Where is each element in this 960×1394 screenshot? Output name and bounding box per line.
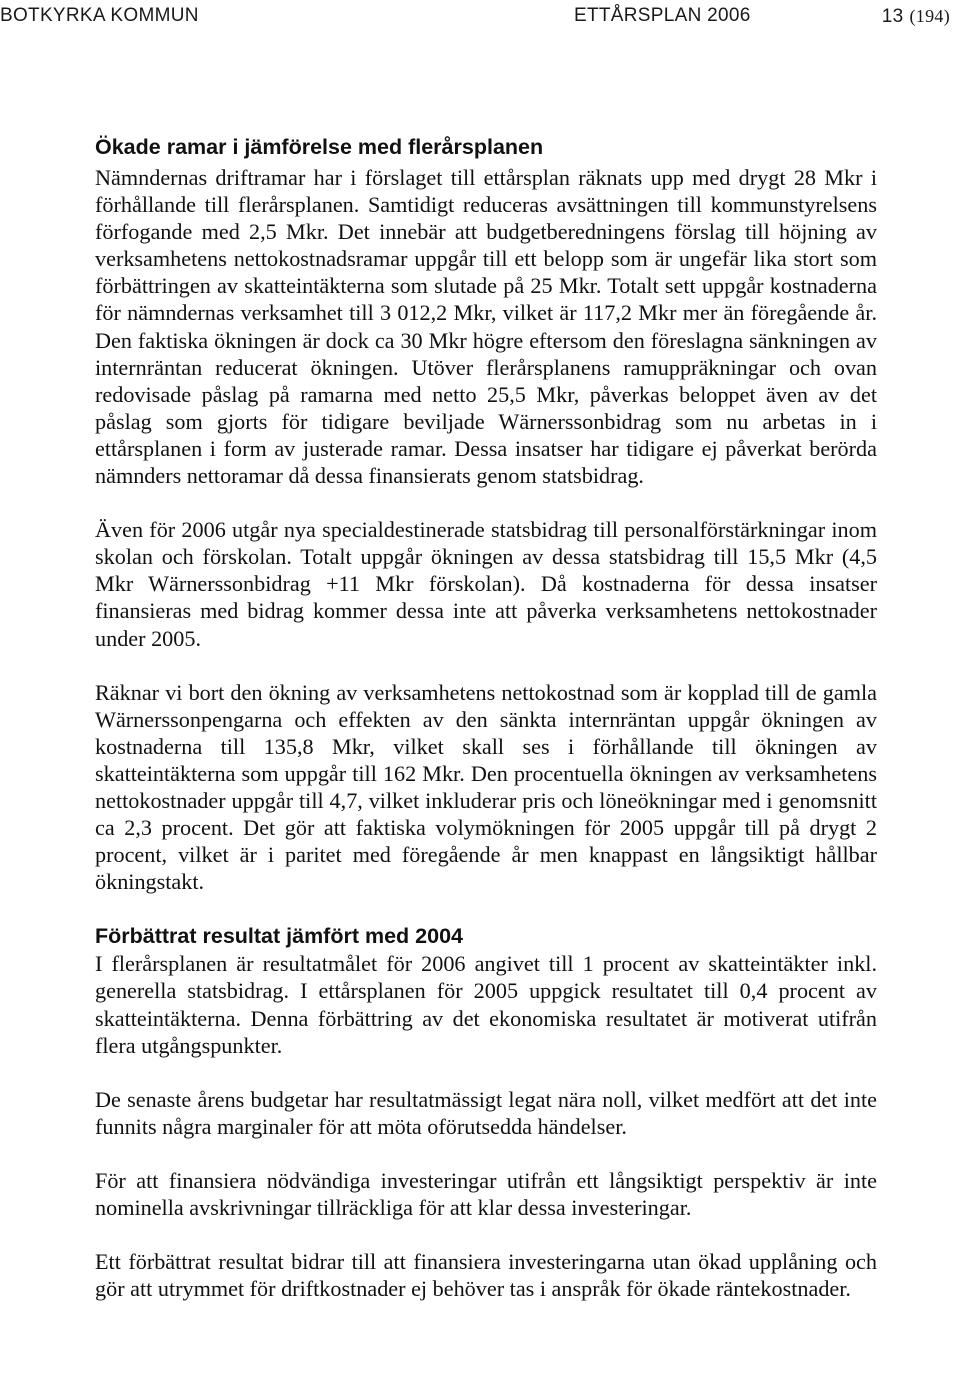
paragraph: Räknar vi bort den ökning av verksamhetens nettokostnad som är kopplad till de gamla Wärnerssonpengarna och effekten av den sänkta internräntan uppgår ökningen av kostnaderna till 135,8 Mkr, vilket skall ses i förhållande till ökningen av skatteintäkterna som uppgår till 162 Mkr. Den procentuella ökningen av verksamhetens nettokostnader uppgår till 4,7, vilket inkluderar pris och löneökningar med i genomsnitt ca 2,3 procent. Det gör att faktiska volymökningen för 2005 uppgår till på drygt 2 procent, vilket är i paritet med föregående år men knappast en långsiktigt hållbar ökningstakt. xyxy=(95,679,877,895)
paragraph: Även för 2006 utgår nya specialdestinerade statsbidrag till personalförstärkningar inom skolan och förskolan. Totalt uppgår ökningen av dessa statsbidrag till 15,5 Mkr (4,5 Mkr Wärnerssonbidrag +11 Mkr förskolan). Då kostnaderna för dessa insatser finansieras med bidrag kommer dessa inte att påverka verksamhetens nettokostnader under 2005. xyxy=(95,517,877,651)
section-heading-forbattrat-resultat: Förbättrat resultat jämfört med 2004 xyxy=(95,924,463,949)
page-total: (194) xyxy=(909,6,950,26)
paragraph: Ett förbättrat resultat bidrar till att finansiera investeringarna utan ökad upplåning och gör att utrymmet för driftkostnader ej behöver tas i anspråk för ökade räntekostnader. xyxy=(95,1249,877,1302)
section-heading-okade-ramar: Ökade ramar i jämförelse med flerårsplanen xyxy=(95,135,544,159)
header-organization: BOTKYRKA KOMMUN xyxy=(0,5,199,26)
paragraph: De senaste årens budgetar har resultatmässigt legat nära noll, vilket medfört att det inte funnits några marginaler för att möta oförutsedda händelser. xyxy=(95,1086,877,1139)
document-body xyxy=(95,133,877,1302)
paragraph: Nämndernas driftramar har i förslaget till ettårsplan räknats upp med drygt 28 Mkr i förhållande till flerårsplanen. Samtidigt reduceras avsättningen till kommunstyrelsens förfogande med 2,5 Mkr. Det innebär att budgetberedningens förslag till höjning av verksamhetens nettokostnadsramar uppgår till ett belopp som är ungefär lika stort som förbättringen av skatteintäkterna som slutade på 25 Mkr. Totalt sett uppgår kostnaderna för nämndernas verksamhet till 3 012,2 Mkr, vilket är 117,2 Mkr mer än föregående år. Den faktiska ökningen är dock ca 30 Mkr högre eftersom den föreslagna sänkningen av internräntan reducerat ökningen. Utöver flerårsplanens ramuppräkningar och ovan redovisade påslag på ramarna med netto 25,5 Mkr, påverkas beloppet även av det påslag som gjorts för tidigare beviljade Wärnerssonbidrag som nu arbetas in i ettårsplanen i form av justerade ramar. Dessa insatser har tidigare ej påverkat berörda nämnders nettoramar då dessa finansierats genom statsbidrag. xyxy=(95,165,877,489)
page-header xyxy=(0,4,960,28)
paragraph: För att finansiera nödvändiga investeringar utifrån ett långsiktigt perspektiv är inte nominella avskrivningar tillräckliga för att klar dessa investeringar. xyxy=(95,1167,877,1220)
header-document-title: ETTÅRSPLAN 2006 xyxy=(574,5,751,26)
paragraph: I flerårsplanen är resultatmålet för 2006 angivet till 1 procent av skatteintäkter inkl. generella statsbidrag. I ettårsplanen för 2005 uppgick resultatet till 0,4 procent av skatteintäkterna. Denna förbättring av det ekonomiska resultatet är motiverat utifrån flera utgångspunkter. xyxy=(95,951,877,1058)
page-number: 13 xyxy=(881,6,904,27)
header-page-number xyxy=(882,4,950,29)
